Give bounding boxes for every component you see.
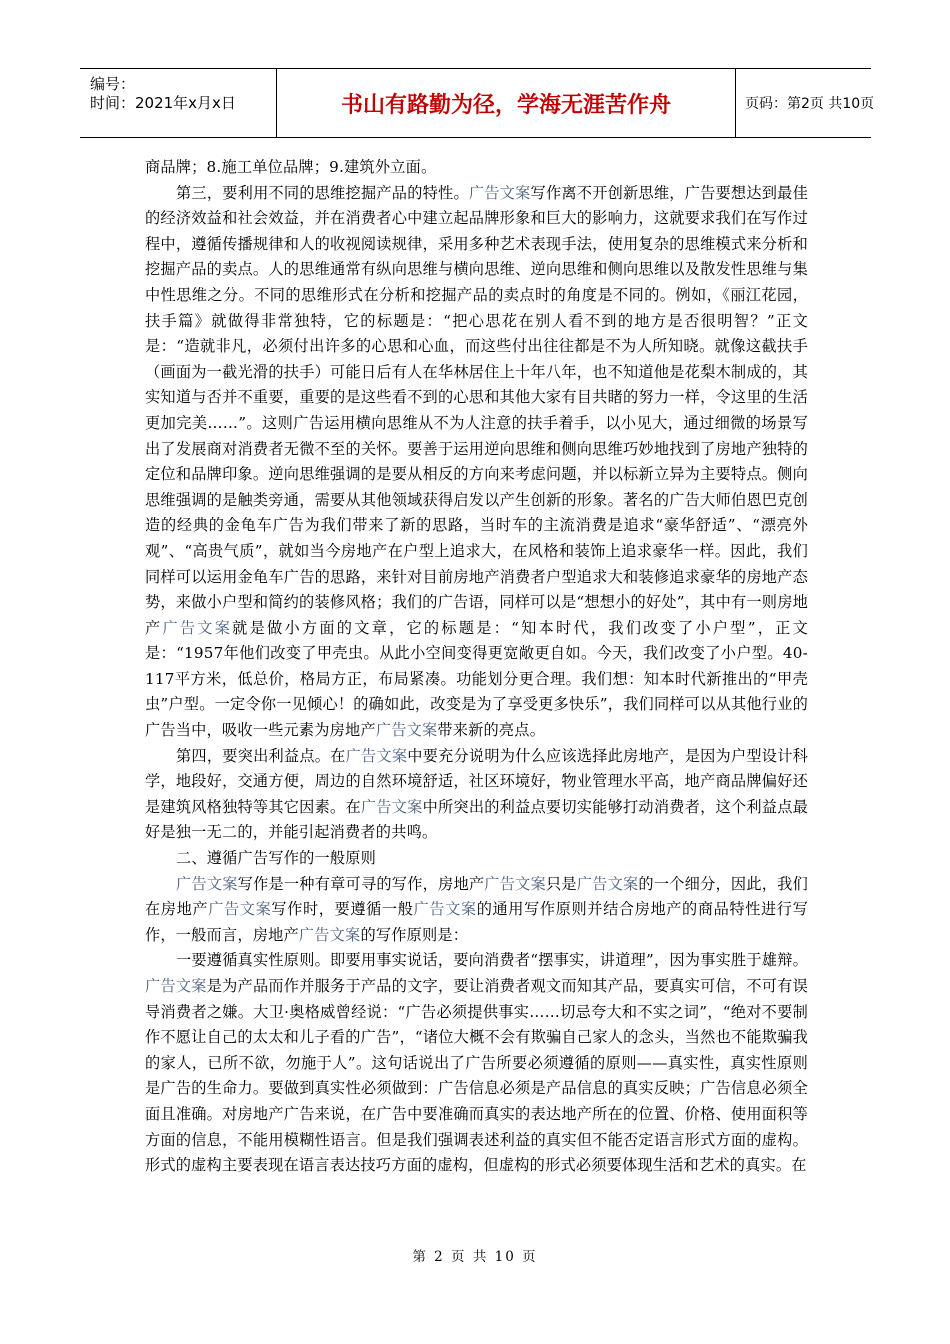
paragraph-text: 第四，要突出利益点。在 bbox=[176, 746, 346, 765]
number-label: 编号： bbox=[90, 75, 136, 93]
body-paragraph bbox=[145, 181, 808, 744]
paragraph-text: 就是做小方面的文章，它的标题是：“知本时代，我们改变了小户型”，正文是：“1957年他们改变了甲壳虫。从此小空间变得更宽敞更自如。今天，我们改变了小户型。40-117平方米，低总价，格局方正，布局紧凑。功能划分更合理。我们想：知本时代新推出的“甲壳虫”户型。一定令你一见倾心！的确如此，改变是为了享受更多快乐”，我们同样可以从其他行业的广告当中，吸收一些元素为房地产 bbox=[145, 618, 808, 740]
body-paragraph bbox=[145, 948, 808, 1178]
motto-text: 书山有路勤为径，学海无涯苦作舟 bbox=[340, 92, 671, 118]
paragraph-text: 带来新的亮点。 bbox=[437, 721, 546, 740]
time-label: 时间：2021年x月x日 bbox=[90, 94, 236, 112]
keyword-link[interactable]: 广告文案 bbox=[375, 721, 438, 740]
header-motto-cell bbox=[276, 69, 736, 137]
paragraph-text: 中所突出的利益点要切实能够打动消费者，这个利益点最好是独一无二的，并能引起消费者的共鸣。 bbox=[145, 797, 808, 842]
keyword-link[interactable]: 广告文案 bbox=[468, 183, 531, 202]
paragraph-text: 写作离不开创新思维，广告要想达到最佳的经济效益和社会效益，并在消费者心中建立起品牌形象和巨大的影响力，这就要求我们在写作过程中，遵循传播规律和人的收视阅读规律，采用多种艺术表现手法，使用复杂的思维模式来分析和挖掘产品的卖点。人的思维通常有纵向思维与横向思维、逆向思维和侧向思维以及散发性思维与集中性思维之分。不同的思维形式在分析和挖掘产品的卖点时的角度是不同的。例如，《丽江花园，扶手篇》就做得非常独特，它的标题是：“把心思花在别人看不到的地方是否很明智？”正文是：“造就非凡，必须付出许多的心思和心血，而这些付出往往都是不为人所知晓。就像这截扶手（画面为一截光滑的扶手）可能日后有人在华林居住上十年八年，也不知道他是花梨木制成的，其实知道与否并不重要，重要的是这些看不到的心思和其他大家有目共睹的努力一样，令这里的生活更加完美……”。这则广告运用横向思维从不为人注意的扶手着手，以小见大，通过细微的场景写出了发展商对消费者无微不至的关怀。要善于运用逆向思维和侧向思维巧妙地找到了房地产独特的定位和品牌印象。逆向思维强调的是要从相反的方向来考虑问题，并以标新立异为主要特点。侧向思维强调的是触类旁通，需要从其他领域获得启发以产生创新的形象。著名的广告大师伯恩巴克创造的经典的金龟车广告为我们带来了新的思路，当时车的主流消费是追求“豪华舒适”、“漂亮外观”、“高贵气质”，就如当今房地产在户型上追求大，在风格和装饰上追求豪华一样。因此，我们同样可以运用金龟车广告的思路，来针对目前房地产消费者户型追求大和装修追求豪华的房地产态势，来做小户型和简约的装修风格；我们的广告语，同样可以是“想想小的好处”，其中有一则房地产 bbox=[145, 183, 808, 637]
paragraph-text: 的写作原则是： bbox=[360, 925, 469, 944]
header-page-cell bbox=[735, 69, 875, 137]
keyword-link[interactable]: 广告文案 bbox=[162, 618, 233, 637]
paragraph-text: 第三，要利用不同的思维挖掘产品的特性。 bbox=[176, 183, 469, 202]
document-body bbox=[145, 155, 808, 1179]
paragraph-text: 写作是一种有章可寻的写作，房地产 bbox=[237, 874, 485, 893]
paragraph-text: 是为产品而作并服务于产品的文字，要让消费者观文而知其产品，要真实可信，不可有误导消费者之嫌。大卫·奥格威曾经说：“广告必须提供事实……切忌夸大和不实之词”，“绝对不要制作不愿让自己的太太和儿子看的广告”，“诸位大概不会有欺骗自己家人的念头，当然也不能欺骗我的家人，已所不欲，勿施于人”。这句话说出了广告所要必须遵循的原则——真实性，真实性原则是广告的生命力。要做到真实性必须做到：广告信息必须是产品信息的真实反映；广告信息必须全面且准确。对房地产广告来说，在广告中要准确而真实的表达地产所在的位置、价格、使用面积等方面的信息，不能用模糊性语言。但是我们强调表述利益的真实但不能否定语言形式方面的虚构。形式的虚构主要表现在语言表达技巧方面的虚构，但虚构的形式必须要体现生活和艺术的真实。在 bbox=[145, 977, 808, 1175]
keyword-link[interactable]: 广告文案 bbox=[576, 874, 639, 893]
keyword-link[interactable]: 广告文案 bbox=[176, 874, 238, 893]
paragraph-text: 商品牌；8.施工单位品牌；9.建筑外立面。 bbox=[145, 158, 437, 176]
paragraph-text: 二、遵循广告写作的一般原则 bbox=[176, 849, 377, 868]
page-footer: 第 2 页 共 10 页 bbox=[412, 1249, 538, 1265]
body-paragraph bbox=[145, 744, 808, 846]
body-paragraph bbox=[145, 155, 808, 181]
keyword-link[interactable]: 广告文案 bbox=[145, 977, 207, 995]
keyword-link[interactable]: 广告文案 bbox=[413, 900, 477, 919]
keyword-link[interactable]: 广告文案 bbox=[484, 874, 546, 893]
paragraph-text: 中要充分说明为什么应该选择此房地产，是因为户型设计科学，地段好，交通方便，周边的自然环境舒适，社区环境好，物业管理水平高，地产商品牌偏好还是建筑风格独特等其它因素。在 bbox=[145, 746, 809, 816]
paragraph-text: 写作时，要遵循一般 bbox=[271, 900, 414, 919]
keyword-link[interactable]: 广告文案 bbox=[298, 925, 361, 944]
keyword-link[interactable]: 广告文案 bbox=[208, 900, 272, 919]
body-paragraph bbox=[145, 846, 808, 872]
header-meta-cell bbox=[80, 69, 276, 137]
paragraph-text: 的一个细分，因此，我们在房地产 bbox=[145, 874, 808, 919]
keyword-link[interactable]: 广告文案 bbox=[360, 797, 423, 816]
page-label: 页码：第2页 共10页 bbox=[745, 96, 875, 112]
header-table bbox=[80, 68, 875, 138]
paragraph-text: 只是 bbox=[545, 874, 577, 893]
body-paragraph bbox=[145, 872, 808, 949]
paragraph-text: 的通用写作原则并结合房地产的商品特性进行写作，一般而言，房地产 bbox=[145, 900, 808, 944]
paragraph-text: 一要遵循真实性原则。即要用事实说话，要向消费者“摆事实，讲道理”，因为事实胜于雄辩。 bbox=[176, 951, 808, 970]
keyword-link[interactable]: 广告文案 bbox=[345, 746, 408, 765]
